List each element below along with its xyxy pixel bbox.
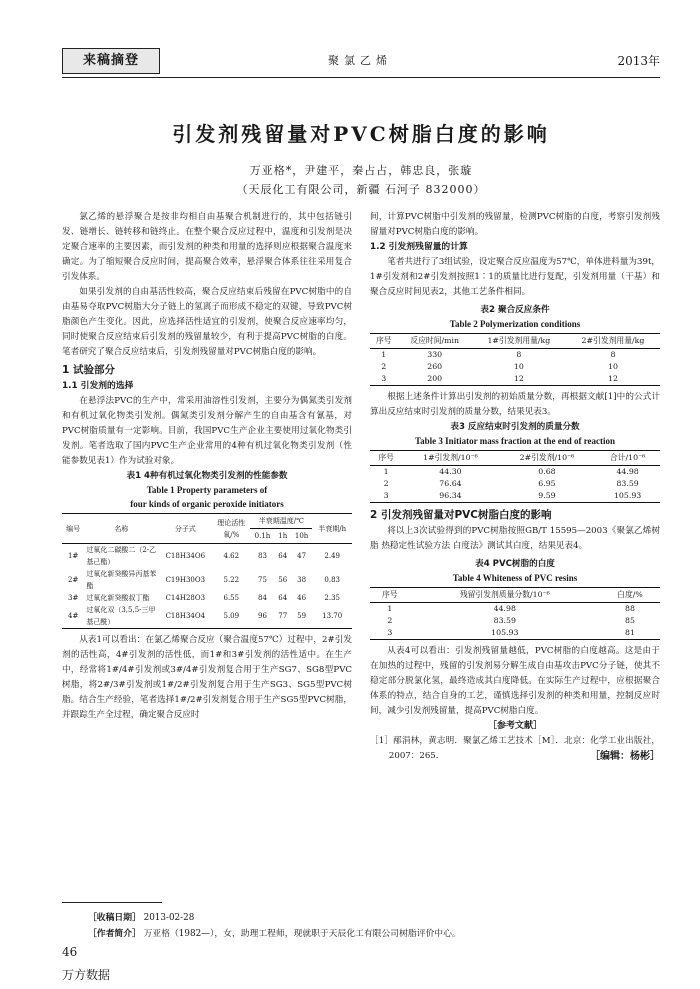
table-caption-en: Table 4 Whiteness of PVC resins [452, 573, 578, 583]
table-subheader: 0.1h [250, 529, 274, 544]
table-row: 2 76.64 6.95 83.59 [383, 479, 639, 488]
column-badge: 来稿摘登 [62, 48, 160, 74]
table-row: 2 83.59 85 [387, 616, 635, 625]
author-bio: ［作者简介］ 万亚格（1982—），女，助理工程师，现就职于天辰化工有限公司树脂评价中心。 [88, 929, 461, 939]
article-title: 引发剂残留量对PVC树脂白度的影响 [172, 122, 550, 146]
paragraph: 笔者共进行了3组试验，设定聚合反应温度为57℃，单体进料量为39t，1#引发剂和2#引发剂按照1∶1的质量比进行复配，引发剂用量（干基）和聚合反应时间见表2，其他工艺条件相同。 [370, 257, 660, 297]
table-row: 1# 过氧化二碳酸二（2-乙基己酯） C18H34O6 4.62 83 64 47 2.49 [68, 546, 340, 566]
section-heading: 2 引发剂残留量对PVC树脂白度的影响 [370, 509, 552, 521]
table-header: 1#引发剂/10⁻⁶ [402, 451, 499, 466]
table-row: 2 260 10 10 [381, 362, 618, 371]
table-row: 1 44.98 88 [387, 604, 635, 613]
paragraph: 如果引发剂的自由基活性较高，聚合反应结束后残留在PVC树脂中的自由基易夺取PVC树脂大分子链上的氢离子而形成不稳定的双键，导致PVC树脂颜色产生变化。因此，应选择活性适宜的引发剂，使聚合反应速率均匀，同时使聚合反应结束后引发剂的残留量较少，有利于提高PVC树脂的白度。笔者研究了聚合反应结束后，引发剂残留量对PVC树脂白度的影响。 [62, 287, 352, 357]
table-header: 2#引发剂/10⁻⁶ [499, 451, 596, 466]
received-date: ［收稿日期］ 2013-02-28 [88, 913, 195, 923]
reference-list [370, 734, 660, 764]
table-header: 半衰期/h [312, 514, 352, 544]
table-header: 序号 [370, 334, 398, 349]
table-row: 4# 过氧化双（3,5,5-三甲基己酰） C18H34O4 5.09 96 77 59 13.70 [68, 606, 343, 626]
table-2 [370, 333, 660, 386]
affiliation: （天辰化工有限公司，新疆 石河子 832000） [236, 183, 486, 196]
paragraph: 在悬浮法PVC的生产中，常采用油溶性引发剂，主要分为偶氮类引发剂和有机过氧化物类引发剂。偶氮类引发剂分解产生的自由基含有氰基，对PVC树脂质量有一定影响。目前，我国PVC生产企业主要使用过氧化物类引发剂。笔者选取了国内PVC生产企业常用的4种有机过氧化物类引发剂（性能参数见表1）作为试验对象。 [62, 396, 352, 466]
references-heading: ［参考文献］ [487, 721, 542, 731]
reference-item: ［1］邴涓林，黄志明．聚氯乙烯工艺技术［M］．北京：化学工业出版社，2007：265． ［编辑：杨彬］ [370, 736, 660, 762]
source-watermark: 万方数据 [62, 968, 111, 982]
table-header: 1#引发剂用量/kg [472, 334, 566, 349]
table-row: 3 200 12 12 [381, 374, 618, 383]
paragraph: 将以上3次试验得到的PVC树脂按照GB/T 15595—2003《聚氯乙烯树脂 热稳定性试验方法 白度法》测试其白度，结果见表4。 [370, 526, 660, 551]
table-header: 残留引发剂质量分数/10⁻⁶ [410, 588, 600, 603]
table-header: 编号 [62, 514, 84, 544]
table-header: 白度/% [600, 588, 660, 603]
table-header: 2#引发剂用量/kg [566, 334, 660, 349]
paragraph: 根据上述条件计算出引发剂的初始质量分数，再根据文献[1]中的公式计算出反应结束时引发剂的质量分数，结果见表3。 [370, 392, 660, 417]
paragraph: 从表4可以看出：引发剂残留量越低，PVC树脂的白度越高。这是由于在加热的过程中，残留的引发剂易分解生成自由基攻击PVC分子链，使其不稳定部分脱氯化氢，最终造成其白度降低。在实际生产过程中，应根据聚合体系的特点，结合自身的工艺，谨慎选择引发剂的种类和用量，控制反应时间，减少引发剂残留量，提高PVC树脂白度。 [370, 646, 660, 716]
table-header: 合计/10⁻⁶ [595, 451, 660, 466]
table-header: 理论活性氧/% [212, 514, 250, 544]
right-column [370, 210, 660, 764]
table-caption-en: Table 2 Polymerization conditions [449, 319, 581, 329]
table-row: 3# 过氧化新癸酸叔丁酯 C14H28O3 6.55 84 64 46 2.35 [68, 594, 340, 602]
table-header: 反应时间/min [398, 334, 472, 349]
paragraph: 间，计算PVC树脂中引发剂的残留量，检测PVC树脂的白度，考察引发剂残留量对PVC树脂白度的影响。 [370, 212, 660, 237]
journal-name: 聚氯乙烯 [328, 54, 392, 67]
table-subheader: 1h [275, 529, 291, 544]
table-caption-en: four kinds of organic peroxide initiators [130, 499, 284, 509]
table-row: 2# 过氧化新癸酸异丙基苯酯 C19H30O3 5.22 75 56 38 0.83 [68, 570, 340, 590]
table-4 [370, 587, 660, 640]
table-caption: 表1 4种有机过氧化物类引发剂的性能参数 [126, 471, 288, 481]
subsection-heading: 1.1 引发剂的选择 [62, 381, 134, 391]
table-row: 3 105.93 81 [387, 628, 635, 637]
left-column [62, 210, 352, 723]
section-heading: 1 试验部分 [62, 364, 115, 376]
paragraph: 从表1可以看出：在氯乙烯聚合反应（聚合温度57℃）过程中，2#引发剂的活性高，4#引发剂的活性低，而1#和3#引发剂的活性适中。在生产中，经常将1#/4#引发剂或3#/4#引发剂复合用于生产SG7、SG8型PVC树脂，将2#/3#引发剂或1#/2#引发剂复合用于生产SG3、SG5型PVC树脂。结合生产经验，笔者选择1#/2#引发剂复合用于生产SG5型PVC树脂，并跟踪生产全过程，确定聚合反应时 [62, 635, 352, 720]
table-header: 分子式 [158, 514, 212, 544]
table-subheader: 10h [291, 529, 313, 544]
table-caption: 表2 聚合反应条件 [480, 305, 550, 315]
table-caption: 表4 PVC树脂的白度 [475, 559, 555, 569]
table-header: 序号 [370, 451, 402, 466]
footnote-rule [62, 902, 162, 903]
table-1 [62, 513, 352, 629]
table-header: 序号 [370, 588, 410, 603]
table-header: 半衰期温度/℃ [250, 514, 312, 529]
table-3 [370, 450, 660, 503]
paragraph: 氯乙烯的悬浮聚合是按非均相自由基聚合机制进行的，其中包括链引发、链增长、链转移和链终止。在整个聚合反应过程中，温度和引发剂是决定聚合速率的主要因素，而引发剂的种类和用量的选择则应根据聚合温度来确定。为了缩短聚合反应时间，提高聚合效率，悬浮聚合体系往往采用复合引发体系。 [62, 212, 352, 282]
table-header: 名称 [84, 514, 158, 544]
table-caption-en: Table 3 Initiator mass fraction at the end of reaction [414, 436, 616, 446]
journal-year: 2013年 [617, 54, 660, 68]
page-number: 46 [62, 945, 78, 959]
editor-note: ［编辑：杨彬］ [590, 751, 660, 762]
subsection-heading: 1.2 引发剂残留量的计算 [370, 242, 468, 252]
author-list: 万亚格*，尹建平，秦占占，韩忠良，张璇 [249, 164, 473, 177]
table-caption: 表3 反应结束时引发剂的质量分数 [450, 422, 580, 432]
table-row: 1 330 8 8 [381, 350, 616, 359]
table-row: 1 44.30 0.68 44.98 [383, 467, 639, 476]
table-row: 3 96.34 9.59 105.93 [383, 491, 642, 500]
header-rule [62, 77, 660, 78]
table-caption-en: Table 1 Property parameters of [146, 485, 268, 495]
